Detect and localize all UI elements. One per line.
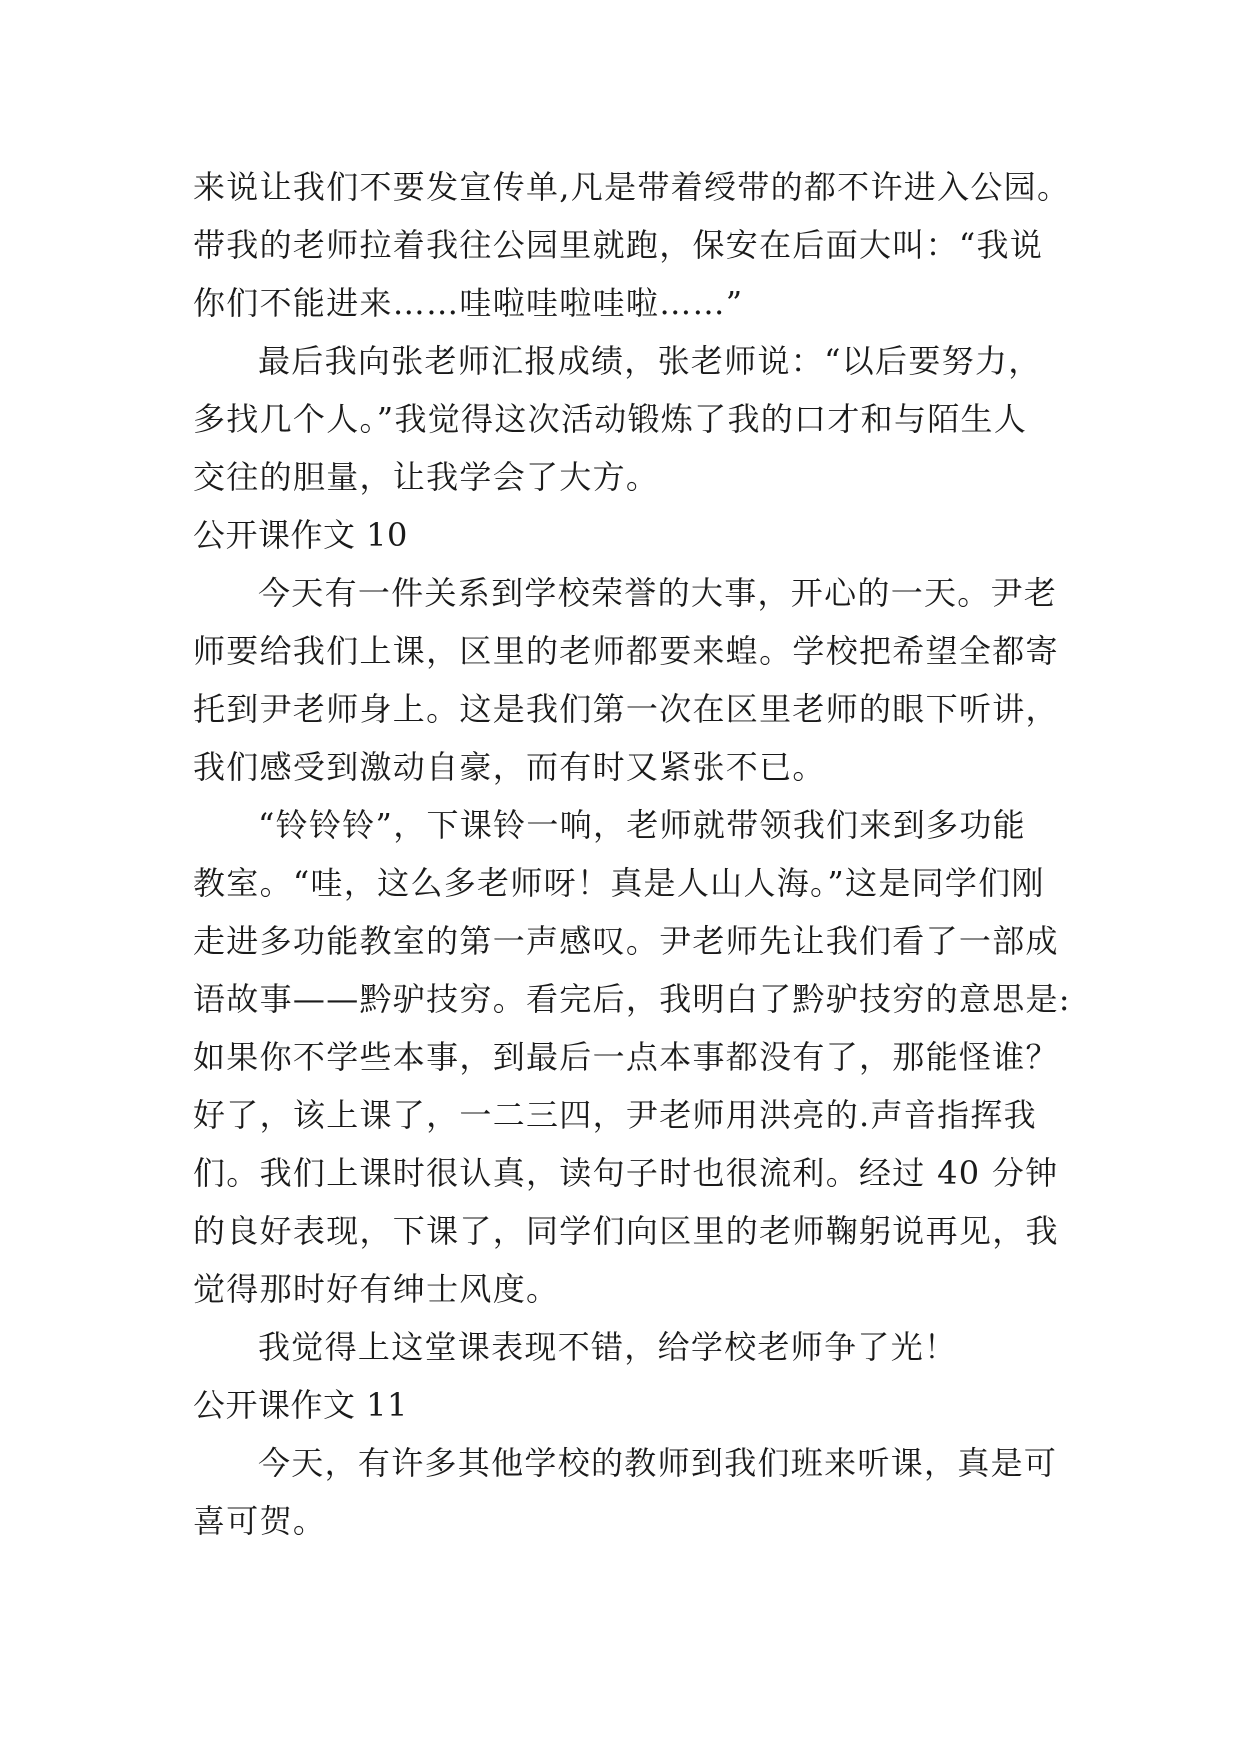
- paragraph-line: 今天有一件关系到学校荣誉的大事，开心的一天。尹老: [258, 574, 1058, 612]
- paragraph-line: 我们感受到激动自豪，而有时又紧张不已。: [193, 748, 826, 786]
- paragraph-line: 交往的胆量，让我学会了大方。: [193, 458, 660, 496]
- paragraph-line: 的良好表现，下课了，同学们向区里的老师鞠躬说再见，我: [193, 1212, 1059, 1250]
- paragraph-line: 喜可贺。: [193, 1502, 327, 1540]
- paragraph-line: 好了，该上课了，一二三四，尹老师用洪亮的.声音指挥我: [193, 1096, 1037, 1134]
- paragraph-line: 觉得那时好有绅士风度。: [193, 1270, 560, 1308]
- section-heading: 公开课作文 10: [193, 516, 408, 554]
- paragraph-line: 你们不能进来……哇啦哇啦哇啦……”: [193, 284, 744, 322]
- paragraph-line: 带我的老师拉着我往公园里就跑，保安在后面大叫：“我说: [193, 226, 1044, 264]
- section-heading: 公开课作文 11: [193, 1386, 408, 1424]
- paragraph-line: 语故事——黔驴技穷。看完后，我明白了黔驴技穷的意思是:: [193, 980, 1071, 1018]
- paragraph-line: 我觉得上这堂课表现不错，给学校老师争了光！: [258, 1328, 958, 1366]
- paragraph-line: “铃铃铃”，下课铃一响，老师就带领我们来到多功能: [258, 806, 1026, 844]
- paragraph-line: 今天，有许多其他学校的教师到我们班来听课，真是可: [258, 1444, 1058, 1482]
- paragraph-line: 来说让我们不要发宣传单,凡是带着绶带的都不许进入公园。: [193, 168, 1071, 206]
- paragraph-line: 们。我们上课时很认真，读句子时也很流利。经过 40 分钟: [193, 1154, 1059, 1192]
- paragraph-line: 教室。“哇，这么多老师呀！真是人山人海。”这是同学们刚: [193, 864, 1045, 902]
- paragraph-line: 最后我向张老师汇报成绩，张老师说：“以后要努力，: [258, 342, 1042, 380]
- paragraph-line: 走进多功能教室的第一声感叹。尹老师先让我们看了一部成: [193, 922, 1059, 960]
- paragraph-line: 师要给我们上课，区里的老师都要来蝗。学校把希望全都寄: [193, 632, 1059, 670]
- paragraph-line: 托到尹老师身上。这是我们第一次在区里老师的眼下听讲，: [193, 690, 1059, 728]
- paragraph-line: 多找几个人。”我觉得这次活动锻炼了我的口才和与陌生人: [193, 400, 1028, 438]
- paragraph-line: 如果你不学些本事，到最后一点本事都没有了，那能怪谁？: [193, 1038, 1059, 1076]
